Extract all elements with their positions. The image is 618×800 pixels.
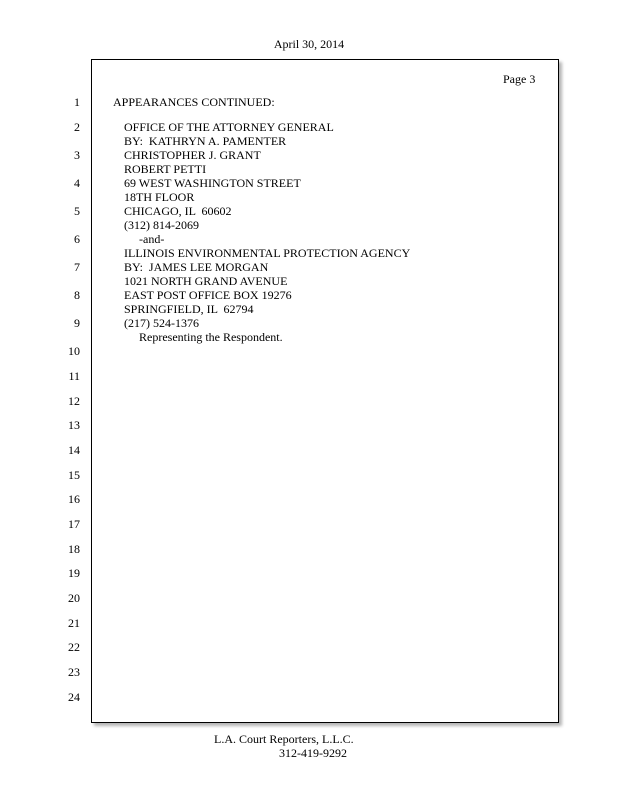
transcript-line: 18TH FLOOR: [124, 190, 195, 204]
line-number: 10: [68, 344, 80, 358]
page-number: Page 3: [503, 72, 536, 86]
transcript-line: 1021 NORTH GRAND AVENUE: [124, 274, 288, 288]
transcript-line: (217) 524-1376: [124, 316, 199, 330]
line-number: 19: [68, 566, 80, 580]
line-number: 7: [74, 260, 80, 274]
transcript-line: CHICAGO, IL 60602: [124, 204, 232, 218]
line-number: 11: [68, 369, 80, 383]
transcript-line: 69 WEST WASHINGTON STREET: [124, 176, 301, 190]
line-number: 12: [68, 394, 80, 408]
line-number: 18: [68, 542, 80, 556]
transcript-line: ILLINOIS ENVIRONMENTAL PROTECTION AGENCY: [124, 246, 411, 260]
line-number: 1: [74, 95, 80, 109]
line-number: 4: [74, 176, 80, 190]
transcript-line: -and-: [139, 232, 165, 246]
line-number: 24: [68, 690, 80, 704]
transcript-line: Representing the Respondent.: [139, 330, 283, 344]
appearances-heading: APPEARANCES CONTINUED:: [113, 95, 275, 109]
transcript-line: BY: KATHRYN A. PAMENTER: [124, 134, 287, 148]
line-number: 6: [74, 232, 80, 246]
transcript-line: SPRINGFIELD, IL 62794: [124, 302, 254, 316]
line-number: 2: [74, 120, 80, 134]
transcript-line: CHRISTOPHER J. GRANT: [124, 148, 261, 162]
transcript-line: OFFICE OF THE ATTORNEY GENERAL: [124, 120, 334, 134]
line-number: 21: [68, 616, 80, 630]
line-number: 8: [74, 288, 80, 302]
transcript-line: ROBERT PETTI: [124, 162, 207, 176]
line-number: 9: [74, 316, 80, 330]
line-number: 15: [68, 468, 80, 482]
header-date: April 30, 2014: [273, 37, 345, 51]
transcript-line: (312) 814-2069: [124, 218, 199, 232]
line-number: 13: [68, 418, 80, 432]
line-number: 17: [68, 517, 80, 531]
line-number: 22: [68, 640, 80, 654]
line-number: 16: [68, 492, 80, 506]
line-number: 14: [68, 443, 80, 457]
footer-phone: 312-419-9292: [279, 746, 347, 760]
line-number: 3: [74, 148, 80, 162]
transcript-line: EAST POST OFFICE BOX 19276: [124, 288, 292, 302]
footer-company: L.A. Court Reporters, L.L.C.: [214, 732, 354, 746]
line-number: 20: [68, 591, 80, 605]
line-number: 23: [68, 665, 80, 679]
transcript-line: BY: JAMES LEE MORGAN: [124, 260, 269, 274]
line-number: 5: [74, 204, 80, 218]
